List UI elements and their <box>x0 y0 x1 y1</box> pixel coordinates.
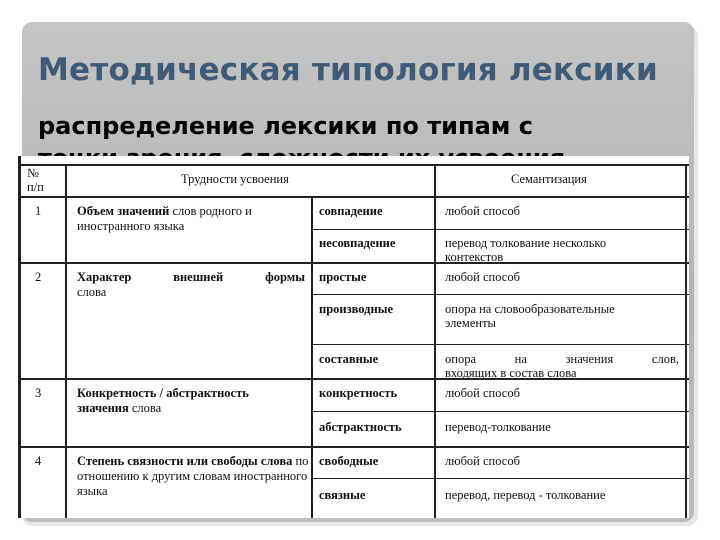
header-bottom-border <box>21 196 689 198</box>
slide-title: Методическая типология лексики <box>38 52 658 88</box>
col-right-border <box>685 164 687 518</box>
row4-sub-border <box>311 478 689 479</box>
typology-table <box>18 156 689 518</box>
row1-difficulty-rest: слов родного и иностранного языка <box>77 204 252 233</box>
row3-method-1: любой способ <box>445 386 520 400</box>
table-top-border <box>21 164 689 166</box>
row2-difficulty-rest: слова <box>77 285 107 299</box>
row1-difficulty-bold: Объем значений <box>77 204 170 218</box>
row2-method-3 <box>445 352 679 380</box>
row2-type-1: простые <box>319 270 367 284</box>
row2-method-3-word-1: опора <box>445 352 476 366</box>
col-difficulty-border <box>311 196 313 518</box>
row1-num: 1 <box>35 204 42 218</box>
row1-type-2: несовпадение <box>319 236 396 250</box>
row2-method-3-line <box>445 352 679 366</box>
subtitle-line-1: распределение лексики по типам с <box>38 112 533 140</box>
row3-bottom-border <box>21 446 689 448</box>
row2-difficulty <box>77 270 305 300</box>
row2-method-3-rest: входящих в состав слова <box>445 366 577 380</box>
row3-method-2: перевод-толкование <box>445 420 551 434</box>
row3-difficulty-bold: Конкретность / абстрактность значения <box>77 386 249 415</box>
row3-difficulty <box>77 386 287 416</box>
row1-method-1: любой способ <box>445 204 520 218</box>
header-num <box>27 166 44 194</box>
row4-method-1: любой способ <box>445 454 520 468</box>
row2-difficulty-word-2: внешней <box>173 270 224 284</box>
header-num-line1: № <box>27 166 39 180</box>
row4-difficulty <box>77 454 309 499</box>
row4-difficulty-rest: по отношению к другим словам иностранного языка <box>77 454 309 498</box>
header-num-line2: п/п <box>27 180 44 194</box>
row4-type-1: свободные <box>319 454 379 468</box>
row2-difficulty-word-1: Характер <box>77 270 132 284</box>
col-num-border <box>65 164 67 518</box>
row3-num: 3 <box>35 386 42 400</box>
row2-method-3-word-4: слов, <box>651 352 679 366</box>
row2-difficulty-line <box>77 270 305 285</box>
row2-difficulty-word-3: формы <box>265 270 305 284</box>
header-semantization: Семантизация <box>511 172 587 186</box>
row2-type-2: производные <box>319 302 394 316</box>
row1-difficulty <box>77 204 305 234</box>
row4-type-2: связные <box>319 488 366 502</box>
row4-num: 4 <box>35 454 42 468</box>
row3-type-1: конкретность <box>319 386 398 400</box>
col-type-border <box>434 164 436 518</box>
row2-method-3-word-2: на <box>514 352 527 366</box>
row2-sub-border-1 <box>311 294 689 295</box>
row1-method-2: перевод толкование несколько контекстов <box>445 236 607 264</box>
header-difficulty: Трудности усвоения <box>181 172 289 186</box>
row2-type-3: составные <box>319 352 379 366</box>
row2-num: 2 <box>35 270 42 284</box>
row1-type-1: совпадение <box>319 204 383 218</box>
row2-method-2: опора на словообразовательные элементы <box>445 302 615 330</box>
row3-sub-border <box>311 411 689 412</box>
row4-method-2: перевод, перевод - толкование <box>445 488 606 502</box>
row3-type-2: абстрактность <box>319 420 402 434</box>
row2-sub-border-2 <box>311 344 689 345</box>
row2-method-1: любой способ <box>445 270 520 284</box>
row2-method-3-word-3: значения <box>565 352 614 366</box>
row3-difficulty-rest: слова <box>128 401 162 415</box>
row1-sub-border <box>311 229 689 230</box>
row4-difficulty-bold: Степень связности или свободы слова <box>77 454 293 468</box>
